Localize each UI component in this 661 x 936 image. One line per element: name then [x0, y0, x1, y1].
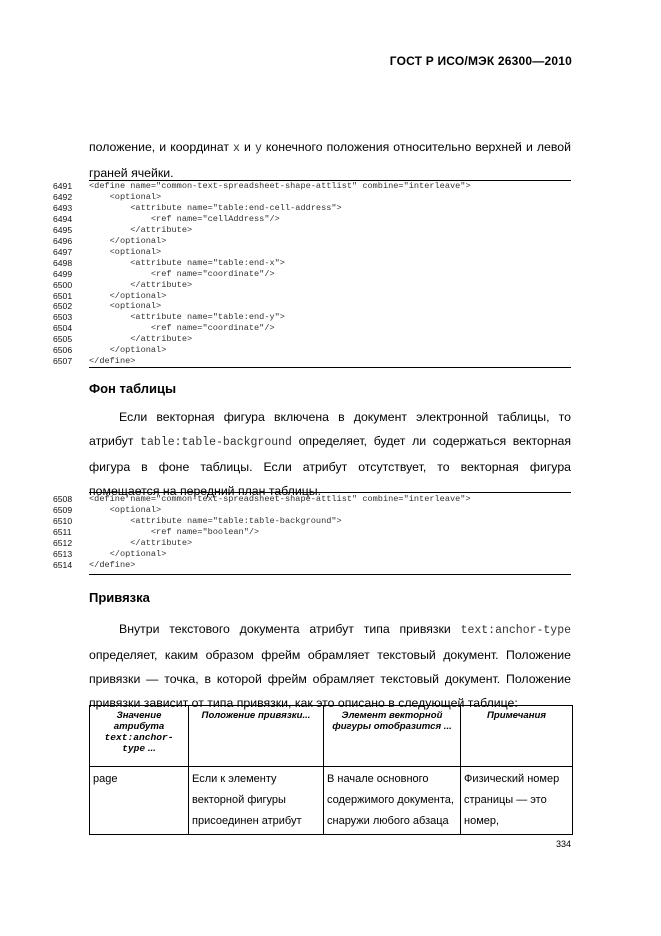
code-line-number: 6503 — [53, 312, 73, 323]
code-line-number: 6505 — [53, 334, 73, 345]
table-background-text-1: Если векторная фигура включена в документ электронной таблицы, то атрибут — [89, 410, 571, 448]
code-line — [53, 214, 571, 225]
table-row — [90, 767, 573, 835]
cell-notes: Физический номер страницы — это номер, — [461, 767, 573, 835]
anchor-text-2: определяет, каким образом фрейм обрамляет текстовый документ. Положение привязки — точка, в которой фрейм обрамляет текстовый документ. Положение привязки зависит от типа привязки, как это описано в следующей таблице: — [89, 648, 571, 710]
code-line-number: 6493 — [53, 202, 73, 213]
document-header: ГОСТ Р ИСО/МЭК 26300—2010 — [389, 54, 572, 68]
code-line — [53, 236, 571, 247]
intro-x: x — [233, 142, 240, 155]
code-line-number: 6511 — [53, 526, 72, 537]
code-line-text: <attribute name="table:end-x"> — [89, 257, 285, 268]
code-line-text: </optional> — [89, 235, 167, 246]
code-line — [53, 516, 571, 527]
code-line-number: 6512 — [53, 537, 73, 548]
code-line-number: 6507 — [53, 356, 73, 367]
code-line-text: <ref name="coordinate"/> — [89, 268, 275, 279]
intro-text-3: конечного положения относительно верхней и левой граней ячейки. — [89, 140, 571, 180]
code-line-number: 6501 — [53, 290, 73, 301]
code-line-text: </attribute> — [89, 224, 193, 235]
anchor-text-1: Внутри текстового документа атрибут типа привязки — [119, 622, 461, 636]
intro-y: y — [254, 142, 262, 155]
code-line-text: </define> — [89, 356, 136, 367]
table-background-text-2: определяет, будет ли содержаться векторная фигура в фоне таблицы. Если атрибут отсутствует, то векторная фигура помещается на передний план таблицы. — [89, 434, 571, 498]
code-line-number: 6494 — [53, 213, 73, 224]
cell-anchor-value: page — [90, 767, 189, 835]
table-background-attribute: table:table-background — [140, 436, 292, 449]
code-line-text: <ref name="coordinate"/> — [89, 323, 275, 334]
code-line-number: 6514 — [53, 559, 73, 570]
header-anchor-value-label: Значение атрибута — [113, 710, 165, 732]
code-line-number: 6495 — [53, 224, 73, 235]
code-line-text: <define name="common-text-spreadsheet-shape-attlist" combine="interleave"> — [89, 494, 471, 504]
code-block-2-bottom-rule — [89, 574, 571, 575]
code-line — [53, 549, 571, 560]
code-line — [53, 225, 571, 236]
code-line — [53, 258, 571, 269]
cell-anchor-position: Если к элементу векторной фигуры присоединен атрибут — [189, 767, 324, 835]
code-line-number: 6504 — [53, 323, 73, 334]
code-line-text: </define> — [89, 559, 136, 570]
code-line — [53, 203, 571, 214]
code-line — [53, 334, 571, 345]
code-line-text: <attribute name="table:table-background"> — [89, 515, 342, 526]
code-line-text: </optional> — [89, 345, 167, 356]
code-line-number: 6506 — [53, 345, 73, 356]
code-line-number: 6500 — [53, 279, 73, 290]
table-background-paragraph — [89, 405, 571, 503]
code-line-text: </attribute> — [89, 334, 193, 345]
page-number: 334 — [555, 839, 571, 849]
code-line-text: <optional> — [89, 191, 162, 202]
cell-shape-element: В начале основного содержимого документа, снаружи любого абзаца — [324, 767, 461, 835]
code-line-text: </optional> — [89, 548, 167, 559]
code-line-number: 6502 — [53, 301, 73, 312]
anchor-paragraph — [89, 617, 571, 715]
section-title-table-background: Фон таблицы — [89, 381, 177, 396]
code-line-number: 6499 — [53, 268, 73, 279]
header-anchor-value — [90, 706, 189, 767]
code-line-number: 6498 — [53, 257, 73, 268]
code-line-number: 6496 — [53, 235, 73, 246]
code-line — [53, 560, 571, 571]
table-header-row — [90, 706, 573, 767]
code-line-number: 6491 — [53, 181, 73, 191]
code-line — [53, 345, 571, 356]
code-line-text: <ref name="cellAddress"/> — [89, 213, 280, 224]
code-line — [53, 505, 571, 516]
code-line — [53, 323, 571, 334]
code-line-text: <optional> — [89, 301, 162, 312]
intro-paragraph — [89, 135, 571, 185]
intro-text-2: и — [239, 140, 255, 154]
code-line — [53, 527, 571, 538]
code-line-number: 6497 — [53, 246, 73, 257]
code-line — [53, 269, 571, 280]
header-notes: Примечания — [461, 706, 573, 767]
code-line-text: <optional> — [89, 246, 162, 257]
code-line — [53, 538, 571, 549]
code-line — [53, 301, 571, 312]
code-line-text: </attribute> — [89, 537, 193, 548]
code-line — [53, 192, 571, 203]
code-line-number: 6510 — [53, 515, 73, 526]
header-anchor-position: Положение привязки... — [189, 706, 324, 767]
code-line-number: 6508 — [53, 494, 73, 504]
code-line-text: <define name="common-text-spreadsheet-shape-attlist" combine="interleave"> — [89, 181, 471, 191]
code-line-text: </optional> — [89, 290, 167, 301]
code-block-1-bottom-rule — [89, 367, 571, 368]
code-block-2-top-rule — [89, 492, 571, 493]
anchor-type-table — [89, 705, 573, 835]
header-shape-element: Элемент векторной фигуры отобразится ... — [324, 706, 461, 767]
code-line-text: <optional> — [89, 504, 162, 515]
code-line-text: <ref name="boolean"/> — [89, 526, 260, 537]
code-line — [53, 312, 571, 323]
header-anchor-value-attribute: text:anchor-type — [104, 732, 174, 754]
code-line — [53, 181, 571, 192]
code-line-number: 6509 — [53, 504, 73, 515]
code-line — [53, 494, 571, 505]
header-anchor-value-ellipsis: ... — [147, 743, 156, 754]
code-line — [53, 356, 571, 367]
code-line — [53, 247, 571, 258]
code-line — [53, 280, 571, 291]
intro-text-1: положение, и координат — [89, 140, 234, 154]
code-line-text: <attribute name="table:end-cell-address"> — [89, 202, 342, 213]
anchor-attribute: text:anchor-type — [460, 624, 571, 637]
code-line — [53, 291, 571, 302]
code-line-number: 6492 — [53, 191, 73, 202]
section-title-anchor: Привязка — [89, 590, 150, 605]
code-line-number: 6513 — [53, 548, 73, 559]
code-line-text: </attribute> — [89, 279, 193, 290]
code-line-text: <attribute name="table:end-y"> — [89, 312, 285, 323]
